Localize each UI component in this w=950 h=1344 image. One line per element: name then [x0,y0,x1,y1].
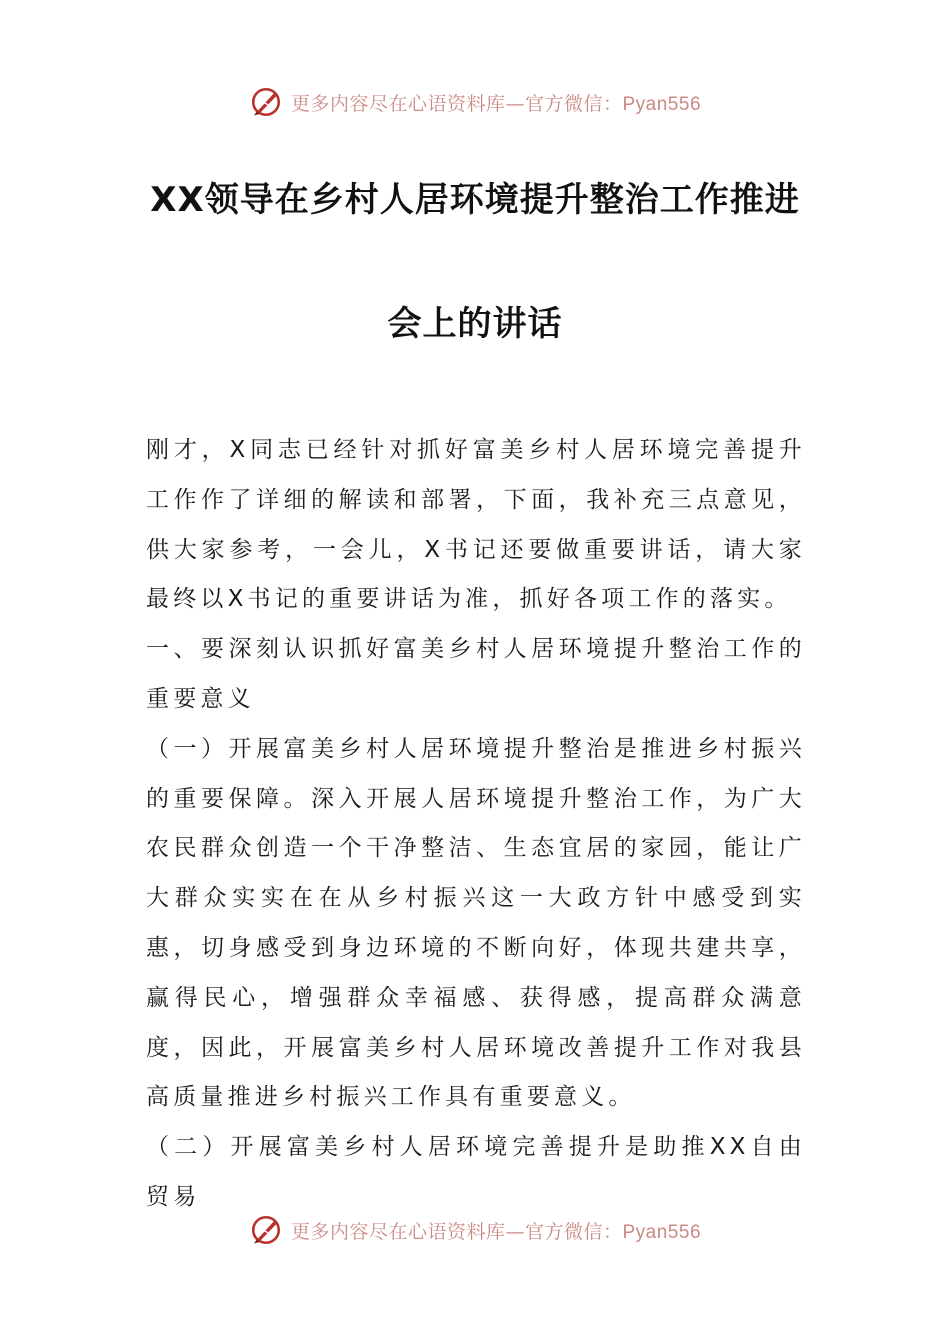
document-title-line-1: XX领导在乡村人居环境提升整治工作推进 [150,180,800,220]
pen-logo-icon [249,85,283,119]
header-watermark [0,84,950,120]
section-heading-1: 一、要深刻认识抓好富美乡村人居环境提升整治工作的重要意义 [146,636,806,712]
footer-watermark [0,1212,950,1248]
watermark-text: 更多内容尽在心语资料库—官方微信：Pyan556 [290,1220,702,1243]
document-body [146,426,806,1223]
paragraph-subsection-2: （二）开展富美乡村人居环境完善提升是助推XX自由贸易 [146,1134,806,1210]
pen-logo-icon [249,1213,283,1247]
document-title-line-2: 会上的讲话 [387,304,563,344]
paragraph-subsection-1: （一）开展富美乡村人居环境提升整治是推进乡村振兴的重要保障。深入开展人居环境提升整治工作，为广大农民群众创造一个干净整洁、生态宜居的家园，能让广大群众实实在在从乡村振兴这一大政方针中感受到实惠，切身感受到身边环境的不断向好，体现共建共享，赢得民心，增强群众幸福感、获得感，提高群众满意度，因此，开展富美乡村人居环境改善提升工作对我县高质量推进乡村振兴工作具有重要意义。 [146,735,806,1111]
wechat-id: Pyan556 [622,1221,702,1243]
watermark-text: 更多内容尽在心语资料库—官方微信：Pyan556 [290,92,702,115]
paragraph-opening: 刚才，X同志已经针对抓好富美乡村人居环境完善提升工作作了详细的解读和部署，下面，我补充三点意见，供大家参考，一会儿，X书记还要做重要讲话，请大家最终以X书记的重要讲话为准，抓好各项工作的落实。 [146,437,806,613]
wechat-id: Pyan556 [622,93,702,115]
